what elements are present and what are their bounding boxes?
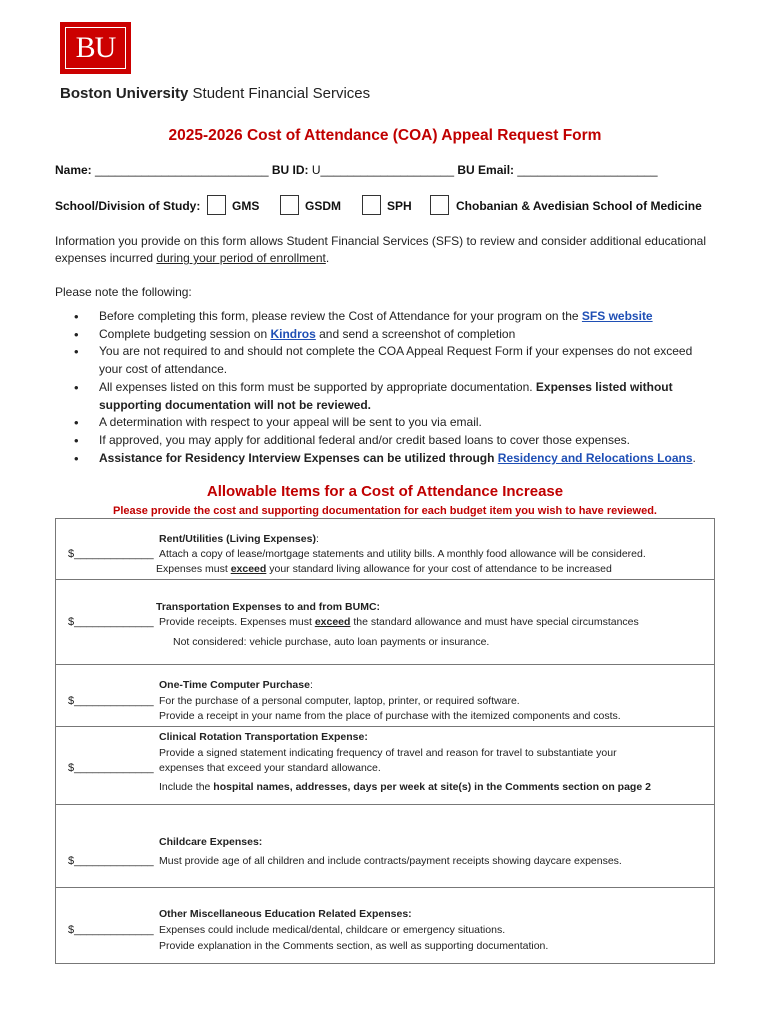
row-divider [56, 579, 714, 580]
intro-underlined: during your period of enrollment [156, 251, 326, 265]
gms-checkbox[interactable] [207, 195, 226, 215]
childcare-title: Childcare Expenses: [159, 836, 263, 848]
residency-loans-link[interactable]: Residency and Relocations Loans [497, 450, 693, 465]
list-item [55, 379, 715, 414]
sfs-website-link[interactable]: SFS website [581, 309, 653, 323]
bullet-text: . [692, 450, 696, 465]
bu-id-label: BU ID: [268, 163, 309, 177]
gsdm-label: GSDM [305, 199, 341, 213]
bullet-text: All expenses listed on this form must be supported by appropriate documentation. [99, 379, 536, 394]
rent-line1: Attach a copy of lease/mortgage statements and utility bills. A monthly food allowance will be considered. [159, 548, 646, 560]
childcare-amount-field[interactable]: $_____________ [68, 855, 154, 867]
rent-title-text: Rent/Utilities (Living Expenses) [159, 533, 316, 545]
computer-amount-field[interactable]: $_____________ [68, 695, 154, 707]
transportation-line1-b: the standard allowance and must have special circumstances [350, 616, 639, 628]
identity-line [55, 163, 658, 177]
bullet-text: Before completing this form, please review the Cost of Attendance for your program on the [99, 309, 582, 323]
bu-logo-text: BU [65, 27, 126, 69]
rent-title [159, 532, 319, 548]
sph-checkbox[interactable] [362, 195, 381, 215]
other-amount-field[interactable]: $_____________ [68, 924, 154, 936]
bu-email-field[interactable]: _____________________ [514, 163, 658, 177]
clinical-title: Clinical Rotation Transportation Expense: [159, 731, 368, 743]
sph-label: SPH [387, 199, 412, 213]
bullet-bold-text: Expenses listed without supporting documentation will not be reviewed. [99, 379, 673, 412]
transportation-line1 [159, 615, 639, 631]
clinical-line3 [159, 780, 651, 796]
list-item: • If approved, you may apply for additional federal and/or credit based loans to cover those expenses. [55, 432, 715, 450]
bu-id-field[interactable]: U____________________ [308, 163, 455, 177]
kindros-link[interactable]: Kindros [270, 326, 316, 341]
row-divider [56, 804, 714, 805]
other-title: Other Miscellaneous Education Related Expenses: [159, 908, 412, 920]
computer-title-text: One-Time Computer Purchase [159, 679, 310, 691]
medicine-label: Chobanian & Avedisian School of Medicine [456, 199, 702, 213]
clinical-amount-field[interactable]: $_____________ [68, 762, 154, 774]
list-item: • A determination with respect to your appeal will be sent to you via email. [55, 414, 715, 432]
computer-title [159, 678, 313, 694]
rent-line2-exceed: exceed [230, 563, 267, 575]
row-divider [56, 664, 714, 665]
form-title: 2025-2026 Cost of Attendance (COA) Appeal Request Form [168, 127, 602, 144]
rent-line2-b: your standard living allowance for your cost of attendance to be increased [266, 563, 612, 575]
bullet-text: and send a screenshot of completion [315, 326, 516, 341]
rent-amount-field[interactable]: $_____________ [68, 548, 154, 560]
transportation-title: Transportation Expenses to and from BUMC: [156, 601, 381, 613]
computer-title-suffix: : [309, 679, 313, 691]
note-heading: Please note the following: [55, 285, 192, 299]
clinical-line2: expenses that exceed your standard allowance. [159, 762, 381, 774]
intro-paragraph [55, 233, 715, 267]
allowable-items-table [55, 518, 715, 964]
computer-line2: Provide a receipt in your name from the place of purchase with the itemized components and costs. [159, 710, 621, 722]
transportation-line1-a: Provide receipts. Expenses must [159, 616, 315, 628]
clinical-line3-a: Include the [159, 781, 214, 793]
gsdm-checkbox[interactable] [280, 195, 299, 215]
childcare-line1: Must provide age of all children and include contracts/payment receipts showing daycare expenses. [159, 855, 622, 867]
list-item [55, 326, 715, 344]
other-line1: Expenses could include medical/dental, childcare or emergency situations. [159, 924, 506, 936]
rent-title-suffix: : [315, 533, 319, 545]
transportation-amount-field[interactable]: $_____________ [68, 616, 154, 628]
transportation-line2: Not considered: vehicle purchase, auto loan payments or insurance. [173, 636, 490, 648]
name-field[interactable]: __________________________ [91, 163, 269, 177]
medicine-checkbox[interactable] [430, 195, 449, 215]
bullet-bold-text: Assistance for Residency Interview Expenses can be utilized through [99, 450, 498, 465]
rent-line2 [156, 562, 612, 578]
list-item [55, 450, 715, 468]
organization-name [60, 85, 370, 102]
gms-label: GMS [232, 199, 260, 213]
row-divider [56, 726, 714, 727]
list-item [55, 308, 715, 326]
org-name-rest: Student Financial Services [188, 85, 371, 102]
rent-line2-a: Expenses must [156, 563, 231, 575]
clinical-line3-bold: hospital names, addresses, days per week at site(s) in the Comments section on page 2 [213, 781, 651, 793]
note-list [55, 308, 715, 467]
computer-line1: For the purchase of a personal computer, laptop, printer, or required software. [159, 695, 520, 707]
intro-text: Information you provide on this form allows Student Financial Services (SFS) to review and consider additional educational expenses incurred [55, 234, 706, 265]
bu-email-label: BU Email: [454, 163, 515, 177]
intro-end: . [325, 251, 330, 265]
list-item: • You are not required to and should not complete the COA Appeal Request Form if your expenses do not exceed your cost of attendance. [55, 343, 715, 378]
name-label: Name: [55, 163, 92, 177]
bullet-text: Complete budgeting session on [99, 326, 271, 341]
school-label: School/Division of Study: [55, 199, 201, 213]
org-name-bold: Boston University [60, 85, 189, 102]
allowable-subtitle: Please provide the cost and supporting documentation for each budget item you wish to have reviewed. [113, 505, 657, 517]
clinical-line1: Provide a signed statement indicating frequency of travel and reason for travel to substantiate your [159, 747, 617, 759]
transportation-line1-exceed: exceed [314, 616, 351, 628]
allowable-title: Allowable Items for a Cost of Attendance Increase [206, 483, 564, 500]
bu-logo [60, 22, 131, 74]
other-line2: Provide explanation in the Comments section, as well as supporting documentation. [159, 940, 549, 952]
row-divider [56, 887, 714, 888]
